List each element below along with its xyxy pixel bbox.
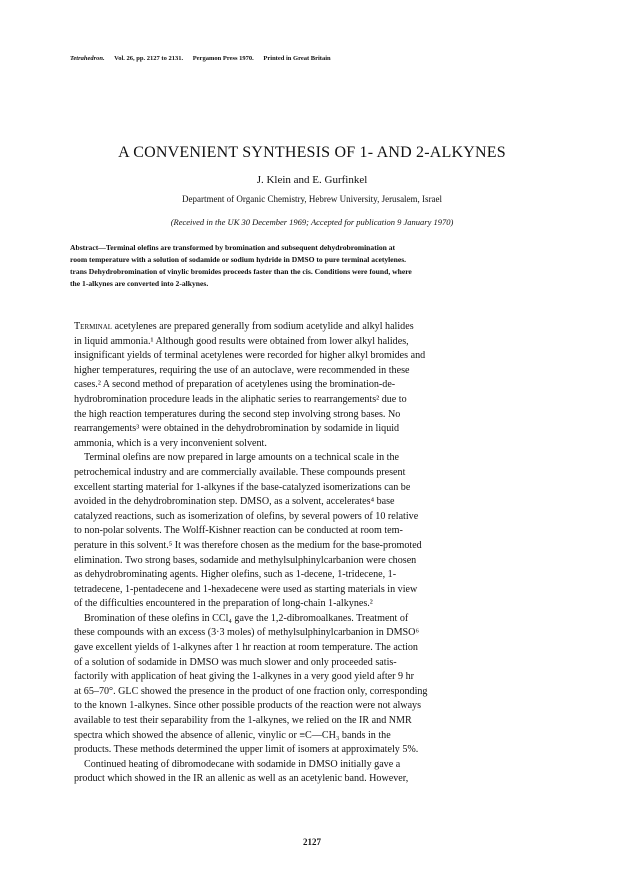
body-line: at 65–70°. GLC showed the presence in the product of one fraction only, corresponding — [74, 685, 428, 697]
body-line: the high reaction temperatures during the second step involving strong bases. No — [74, 408, 401, 420]
body-line: as dehydrobrominating agents. Higher olefins, such as 1-decene, 1-tridecene, 1- — [74, 569, 397, 581]
body-line: higher temperatures, requiring the use of an autoclave, were recommended in these — [74, 364, 410, 376]
body-text — [74, 320, 560, 787]
publisher-info: Pergamon Press 1970. — [192, 55, 254, 62]
volume-info: Vol. 26, pp. 2127 to 2131. — [114, 55, 184, 62]
body-line: petrochemical industry and are commercially available. These compounds present — [74, 466, 406, 478]
body-line: insignificant yields of terminal acetylenes were recorded for higher alkyl bromides and — [74, 350, 426, 362]
lead-word: Terminal — [74, 321, 113, 332]
body-line: to the known 1-alkynes. Since other possible products of the reaction were not always — [74, 700, 422, 712]
abstract-line: room temperature with a solution of sodamide or sodium hydride in DMSO to pure terminal acetylenes. — [70, 255, 407, 264]
body-line: excellent starting material for 1-alkynes if the base-catalyzed isomerizations can be — [74, 481, 411, 493]
body-line — [74, 320, 560, 335]
body-line: perature in this solvent.⁵ It was therefore chosen as the medium for the base-promoted — [74, 539, 422, 551]
body-line: ammonia, which is a very inconvenient solvent. — [74, 437, 267, 449]
printed-info: Printed in Great Britain — [263, 55, 331, 62]
body-line: in liquid ammonia.¹ Although good results were obtained from lower alkyl halides, — [74, 335, 409, 347]
body-line: elimination. Two strong bases, sodamide and methylsulphinylcarbanion were chosen — [74, 554, 417, 566]
abstract-line: Abstract—Terminal olefins are transformed by bromination and subsequent dehydrobromination at — [70, 243, 396, 252]
abstract — [70, 242, 560, 290]
page-number: 2127 — [303, 837, 321, 847]
body-line: factorily with application of heat giving the 1-alkynes in a very good yield after 9 hr — [74, 671, 414, 683]
received-dates: (Received in the UK 30 December 1969; Accepted for publication 9 January 1970) — [170, 217, 454, 227]
body-line: products. These methods determined the upper limit of isomers at approximately 5%. — [74, 744, 419, 756]
abstract-line: trans Dehydrobromination of vinylic bromides proceeds faster than the cis. Conditions were found, where — [70, 267, 412, 276]
running-header — [70, 55, 339, 62]
journal-name: Tetrahedron. — [70, 55, 105, 62]
body-line: product which showed in the IR an allenic as well as an acetylenic band. However, — [74, 773, 409, 785]
article-title: A CONVENIENT SYNTHESIS OF 1- AND 2-ALKYNES — [118, 144, 506, 161]
body-line: spectra which showed the absence of allenic, vinylic or ≡C—CH₃ bands in the — [74, 729, 391, 741]
author-affiliation: Department of Organic Chemistry, Hebrew University, Jerusalem, Israel — [181, 194, 443, 204]
body-line: of a solution of sodamide in DMSO was much slower and only proceeded satis- — [74, 656, 397, 668]
abstract-line: the 1-alkynes are converted into 2-alkynes. — [70, 279, 209, 288]
body-line: cases.² A second method of preparation of acetylenes using the bromination-de- — [74, 379, 396, 391]
body-line: Bromination of these olefins in CCl₄ gave the 1,2-dibromoalkanes. Treatment of — [84, 612, 409, 624]
article-authors: J. Klein and E. Gurfinkel — [256, 174, 368, 186]
body-line: rearrangements³ were obtained in the dehydrobromination by sodamide in liquid — [74, 423, 400, 435]
body-line-text: acetylenes are prepared generally from sodium acetylide and alkyl halides — [112, 321, 414, 332]
body-line: Terminal olefins are now prepared in large amounts on a technical scale in the — [84, 452, 399, 464]
body-line: gave excellent yields of 1-alkynes after 1 hr reaction at room temperature. The action — [74, 642, 418, 654]
body-line: available to test their separability from the 1-alkynes, we relied on the IR and NMR — [74, 715, 412, 727]
body-line: tetradecene, 1-pentadecene and 1-hexadecene were used as starting materials in view — [74, 583, 418, 595]
body-line: to non-polar solvents. The Wolff-Kishner reaction can be conducted at room tem- — [74, 525, 403, 537]
body-line: Continued heating of dibromodecane with sodamide in DMSO initially gave a — [84, 758, 401, 770]
body-line: these compounds with an excess (3·3 moles) of methylsulphinylcarbanion in DMSO⁶ — [74, 627, 419, 639]
body-line: of the difficulties encountered in the preparation of long-chain 1-alkynes.² — [74, 598, 373, 610]
body-line: catalyzed reactions, such as isomerization of olefins, by several powers of 10 relative — [74, 510, 419, 522]
body-line: hydrobromination procedure leads in the aliphatic series to rearrangements² due to — [74, 393, 407, 405]
body-line: avoided in the dehydrobromination step. DMSO, as a solvent, accelerates⁴ base — [74, 496, 395, 508]
